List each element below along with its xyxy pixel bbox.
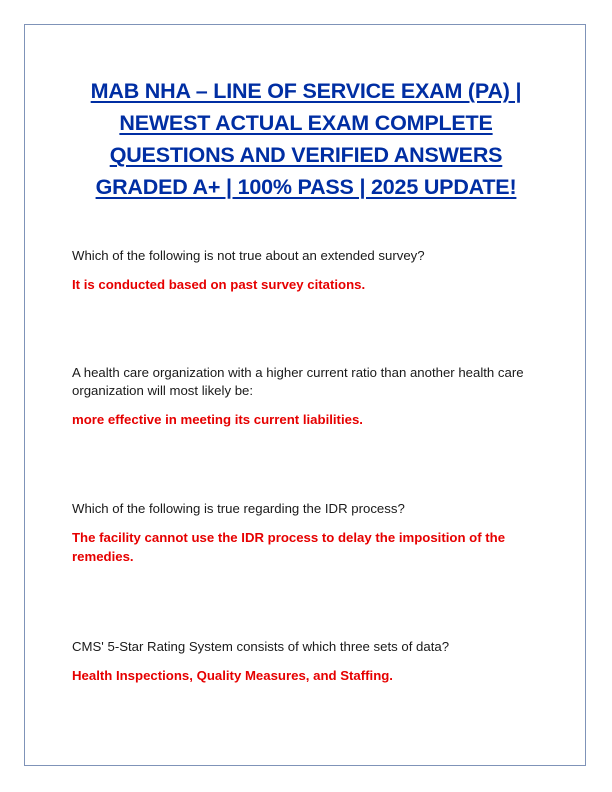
answer-1: It is conducted based on past survey citations.: [72, 277, 366, 292]
question-1: Which of the following is not true about an extended survey?: [72, 248, 425, 263]
qa-block-1: [72, 247, 542, 294]
qa-block-2: [72, 364, 542, 429]
title-line-1: MAB NHA – LINE OF SERVICE EXAM (PA) |: [90, 79, 522, 103]
document-title: [54, 75, 558, 203]
question-4: CMS' 5-Star Rating System consists of which three sets of data?: [72, 639, 450, 654]
question-2: A health care organization with a higher current ratio than another health care organization will most likely be:: [72, 365, 524, 398]
answer-3: The facility cannot use the IDR process to delay the imposition of the remedies.: [72, 530, 506, 564]
title-line-4: GRADED A+ | 100% PASS | 2025 UPDATE!: [95, 175, 517, 199]
qa-block-3: [72, 500, 542, 566]
answer-2: more effective in meeting its current liabilities.: [72, 412, 363, 427]
title-line-3: QUESTIONS AND VERIFIED ANSWERS: [109, 143, 503, 167]
question-3: Which of the following is true regarding the IDR process?: [72, 501, 405, 516]
answer-4: Health Inspections, Quality Measures, and Staffing.: [72, 668, 393, 683]
title-line-2: NEWEST ACTUAL EXAM COMPLETE: [119, 111, 493, 135]
qa-block-4: [72, 638, 542, 685]
